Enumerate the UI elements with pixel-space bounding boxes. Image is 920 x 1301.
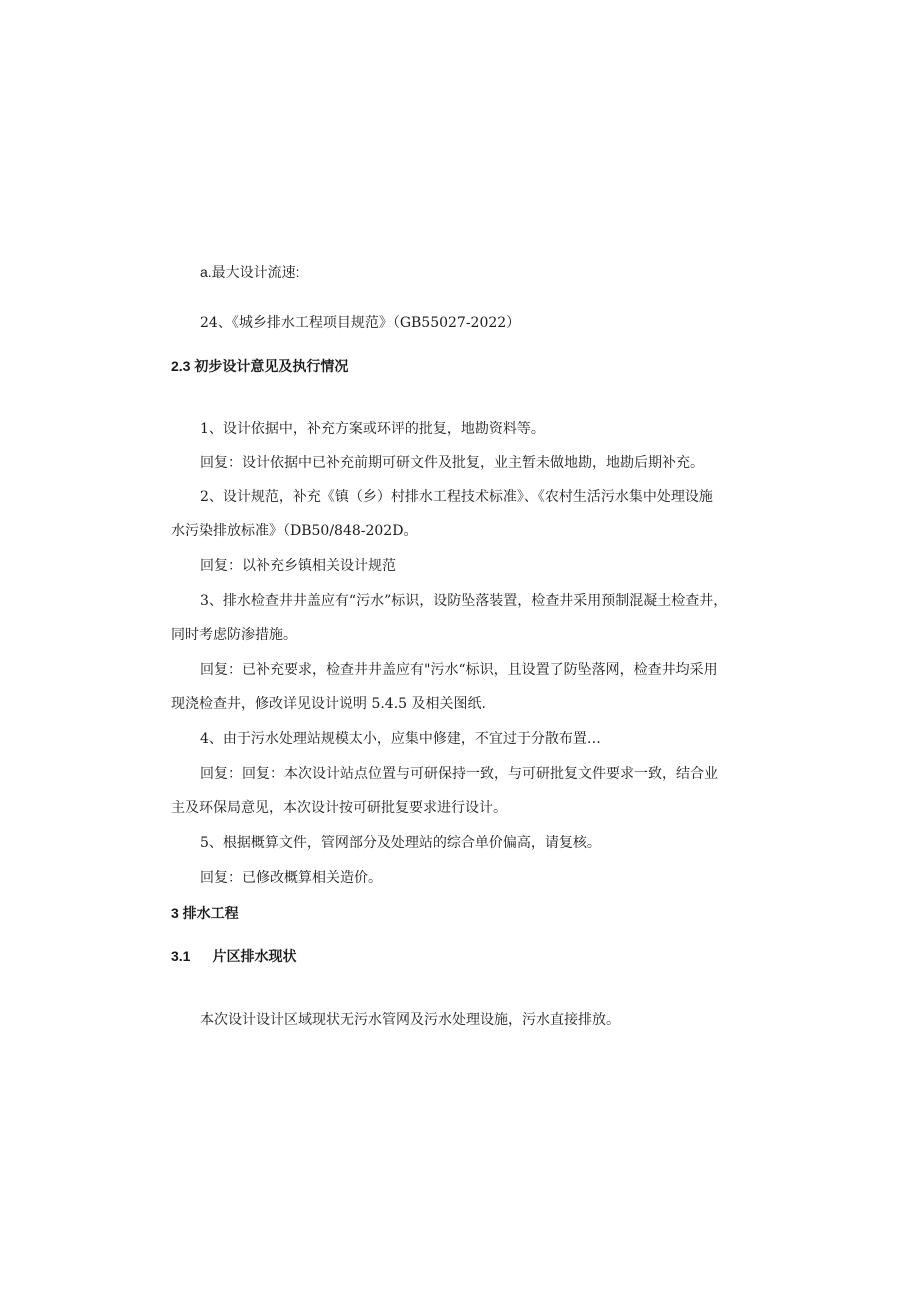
comment-2-line-1: 2、设计规范，补充《镇（乡）村排水工程技术标准》、《农村生活污水集中处理设施 <box>200 489 713 505</box>
reply-1: 回复：设计依据中已补充前期可研文件及批复，业主暂未做地勘，地勘后期补充。 <box>200 455 704 471</box>
section-3-heading: 3 排水工程 <box>171 905 239 921</box>
comment-4: 4、由于污水处理站规模太小，应集中修建，不宜过于分散布置… <box>200 731 601 747</box>
section-2-3-heading: 2.3 初步设计意见及执行情况 <box>171 358 349 374</box>
reply-4-line-1: 回复：回复：本次设计站点位置与可研保持一致，与可研批复文件要求一致，结合业 <box>200 766 718 782</box>
section-3-1-paragraph: 本次设计设计区域现状无污水管网及污水处理设施，污水直接排放。 <box>200 1012 620 1028</box>
section-3-1-number: 3.1 <box>171 948 191 964</box>
reply-3-line-2: 现浇检查井，修改详见设计说明 5.4.5 及相关图纸. <box>171 696 486 712</box>
comment-2-line-2: 水污染排放标准》（DB50/848-202D。 <box>171 523 418 539</box>
comment-1: 1、设计依据中，补充方案或环评的批复，地勘资料等。 <box>200 421 545 437</box>
comment-3-line-1: 3、排水检查井井盖应有“污水”标识，设防坠落装置，检查井采用预制混凝土检查井， <box>200 593 728 609</box>
section-3-1-heading <box>171 946 296 966</box>
item-24-standard: 24、《城乡排水工程项目规范》（GB55027-2022） <box>200 315 521 331</box>
reply-2: 回复：以补充乡镇相关设计规范 <box>200 558 396 574</box>
reply-3-line-1: 回复：已补充要求，检查井井盖应有"污水“标识，且设置了防坠落网，检查井均采用 <box>200 662 718 678</box>
section-3-1-title: 片区排水现状 <box>212 948 297 964</box>
reply-5: 回复：已修改概算相关造价。 <box>200 870 382 886</box>
reply-4-line-2: 主及环保局意见，本次设计按可研批复要求进行设计。 <box>171 800 507 816</box>
comment-3-line-2: 同时考虑防渗措施。 <box>171 627 297 643</box>
item-a-max-flow-velocity: a.最大设计流速: <box>200 264 300 280</box>
comment-5: 5、根据概算文件，管网部分及处理站的综合单价偏高，请复核。 <box>200 835 601 851</box>
